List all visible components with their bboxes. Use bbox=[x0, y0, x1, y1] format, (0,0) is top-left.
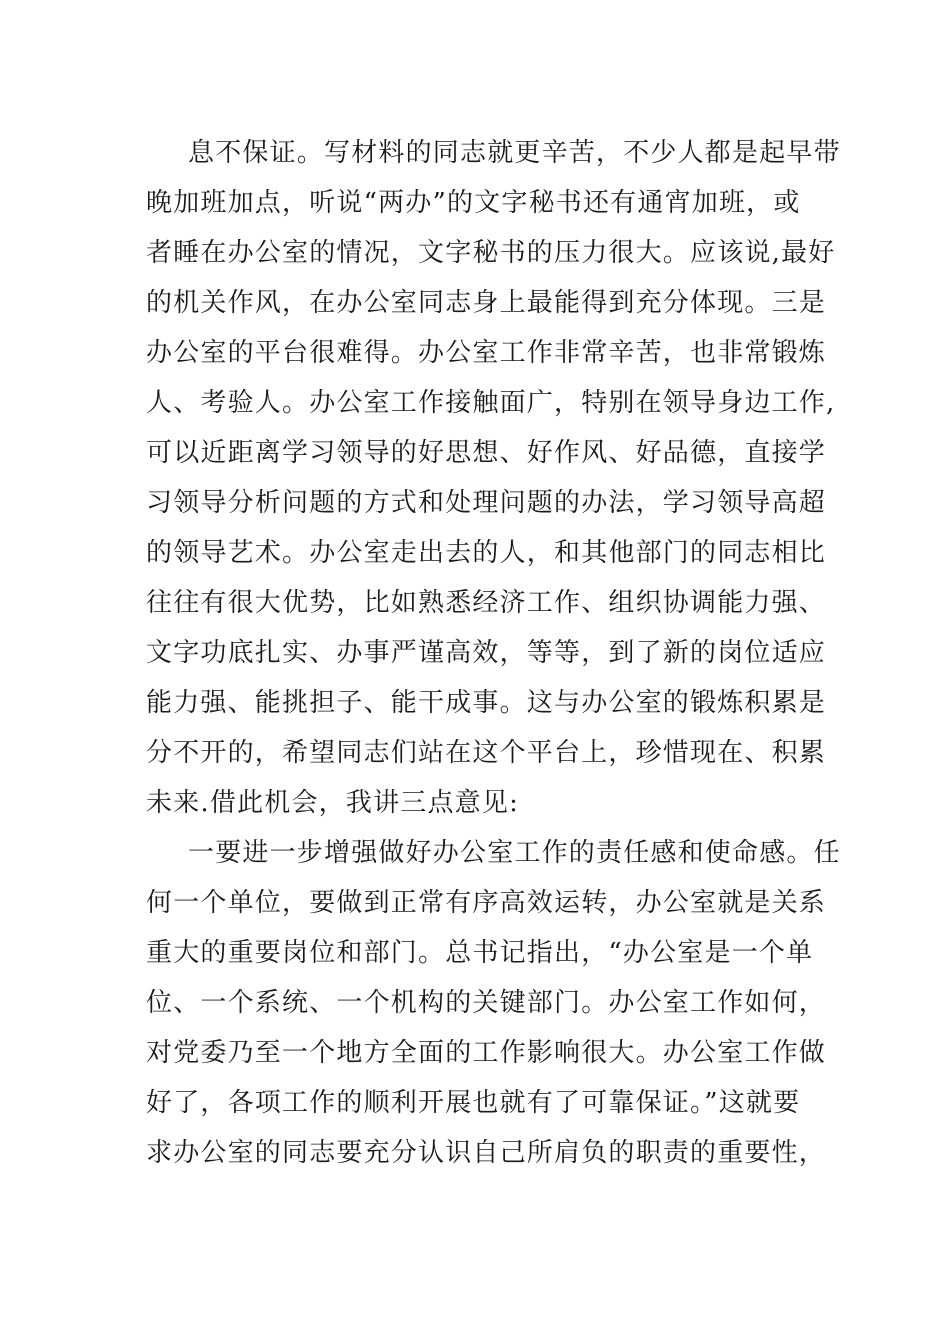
text-line: 习领导分析问题的方式和处理问题的办法，学习领导高超 bbox=[146, 488, 827, 518]
text-line: 位、一个系统、一个机构的关键部门。办公室工作如何， bbox=[146, 988, 827, 1018]
text-line: 晚加班加点，听说“两办”的文字秘书还有通宵加班，或 bbox=[146, 188, 801, 218]
text-line: 重大的重要岗位和部门。总书记指出，“办公室是一个单 bbox=[146, 938, 814, 968]
text-line: 何一个单位，要做到正常有序高效运转，办公室就是关系 bbox=[146, 888, 827, 918]
text-line: 未来.借此机会，我讲三点意见: bbox=[146, 788, 520, 818]
body-text bbox=[146, 128, 841, 1178]
text-line: 的机关作风，在办公室同志身上最能得到充分体现。三是 bbox=[146, 288, 827, 318]
text-line: 往往有很大优势，比如熟悉经济工作、组织协调能力强、 bbox=[146, 588, 827, 618]
text-line: 者睡在办公室的情况，文字秘书的压力很大。应该说,最好 bbox=[146, 238, 836, 268]
text-line: 好了，各项工作的顺利开展也就有了可靠保证。”这就要 bbox=[146, 1088, 801, 1118]
text-line: 对党委乃至一个地方全面的工作影响很大。办公室工作做 bbox=[146, 1038, 827, 1068]
text-line: 分不开的，希望同志们站在这个平台上，珍惜现在、积累 bbox=[146, 738, 827, 768]
text-line: 办公室的平台很难得。办公室工作非常辛苦，也非常锻炼 bbox=[146, 338, 827, 368]
text-line: 人、考验人。办公室工作接触面广，特别在领导身边工作, bbox=[146, 388, 836, 418]
text-line: 的领导艺术。办公室走出去的人，和其他部门的同志相比 bbox=[146, 538, 827, 568]
text-line: 一要进一步增强做好办公室工作的责任感和使命感。任 bbox=[188, 838, 841, 868]
text-line: 文字功底扎实、办事严谨高效，等等，到了新的岗位适应 bbox=[146, 638, 827, 668]
text-line: 可以近距离学习领导的好思想、好作风、好品德，直接学 bbox=[146, 438, 827, 468]
text-line: 息不保证。写材料的同志就更辛苦，不少人都是起早带 bbox=[188, 138, 841, 168]
text-line: 能力强、能挑担子、能干成事。这与办公室的锻炼积累是 bbox=[146, 688, 827, 718]
text-line: 求办公室的同志要充分认识自己所肩负的职责的重要性， bbox=[146, 1138, 827, 1168]
